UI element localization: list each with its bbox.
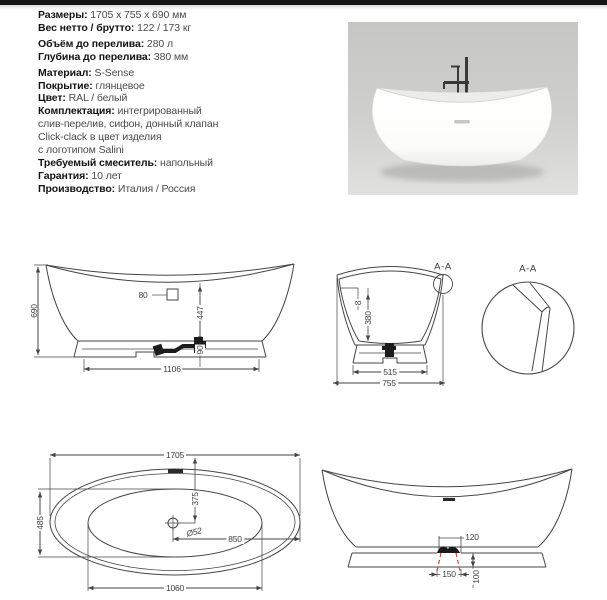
dim-label-plinth-height: 100 xyxy=(471,570,481,584)
spec-label: Покрытие: xyxy=(38,79,93,92)
spec-label: Требуемый смеситель: xyxy=(38,156,158,169)
spec-list xyxy=(38,9,338,196)
spec-value: 1705 x 755 x 690 мм xyxy=(87,9,187,21)
dim-label-base-width: 515 xyxy=(383,367,397,377)
spec-line xyxy=(38,92,338,105)
drawing-plan-view xyxy=(30,448,310,598)
spec-line xyxy=(38,38,338,51)
spec-line xyxy=(38,67,338,80)
spec-value: слив-перелив, сифон, донный клапан xyxy=(38,118,219,131)
spec-line xyxy=(38,80,338,93)
dim-label-drain-to-end: 850 xyxy=(228,534,242,544)
overflow-mark xyxy=(168,469,183,473)
dim-label-depth: 380 xyxy=(363,311,373,325)
spec-value: RAL / белый xyxy=(65,92,128,105)
dim-label-inner-depth: 447 xyxy=(195,306,205,320)
spec-label: Объём до перелива: xyxy=(38,37,145,50)
spec-line xyxy=(38,144,338,157)
spec-value: Италия / Россия xyxy=(115,182,196,195)
dim-label-height: 690 xyxy=(29,304,39,318)
drawing-front-elevation xyxy=(316,460,594,595)
side-elevation-lines xyxy=(26,256,311,380)
spec-value: 380 мм xyxy=(151,50,189,63)
bathtub-photo-illustration xyxy=(348,22,578,195)
dim-label-overflow: 80 xyxy=(138,290,148,300)
spec-line xyxy=(38,51,338,64)
rim-detail-lines xyxy=(478,258,578,383)
spec-label: Материал: xyxy=(38,66,92,79)
dim-label-base-height: 90 xyxy=(195,345,205,355)
spec-label: Гарантия: xyxy=(38,169,89,182)
spec-label: Размеры: xyxy=(38,9,88,21)
drawing-side-elevation xyxy=(26,256,311,380)
spec-line xyxy=(38,105,338,118)
spec-line xyxy=(38,157,338,170)
detail-label: A-A xyxy=(519,263,537,275)
spec-line xyxy=(38,170,338,183)
spec-label: Цвет: xyxy=(38,92,66,105)
section-label: A-A xyxy=(434,261,452,273)
spec-label: Комплектация: xyxy=(38,105,115,118)
spec-label: Вес нетто / брутто: xyxy=(38,21,135,34)
spec-line xyxy=(38,22,338,35)
drawing-cross-section xyxy=(326,258,458,390)
spec-value: 122 / 173 кг xyxy=(134,21,192,34)
spec-value: глянцевое xyxy=(92,79,145,92)
overflow-slot xyxy=(454,120,470,124)
drain-recess-icon xyxy=(437,547,460,553)
spec-line xyxy=(38,183,338,196)
spec-value: Click-clack в цвет изделия xyxy=(38,131,162,144)
plan-view-lines xyxy=(30,448,310,598)
product-photo xyxy=(348,22,578,195)
logo-mark xyxy=(443,498,455,501)
dim-label-inner-length: 1060 xyxy=(165,583,185,593)
dim-label-rim-thickness: 8 xyxy=(353,300,363,306)
spec-line xyxy=(38,131,338,144)
spec-value: 280 л xyxy=(144,37,173,50)
spec-value: 10 лет xyxy=(88,169,122,182)
spec-value: S-Sense xyxy=(91,66,135,79)
dim-label-overall-width: 755 xyxy=(382,378,396,388)
spec-line xyxy=(38,118,338,131)
dim-label-base-length: 1106 xyxy=(163,364,181,374)
dim-label-recess-width: 120 xyxy=(465,532,479,542)
drawing-rim-detail xyxy=(478,258,578,383)
dim-label-inner-width: 485 xyxy=(35,516,45,530)
dim-label-drain-offset: 375 xyxy=(190,492,200,506)
spec-label: Глубина до перелива: xyxy=(38,50,152,63)
spec-value: напольный xyxy=(157,156,213,169)
spec-line xyxy=(38,9,338,22)
dim-label-recess-base: 150 xyxy=(442,569,456,579)
dim-label-overall-length: 1705 xyxy=(165,450,185,460)
spec-label: Производство: xyxy=(38,182,116,195)
spec-value: интегрированный xyxy=(114,105,202,118)
spec-value: с логотипом Salini xyxy=(38,144,124,157)
dim-label-drain-diameter: Ø52 xyxy=(185,525,203,539)
